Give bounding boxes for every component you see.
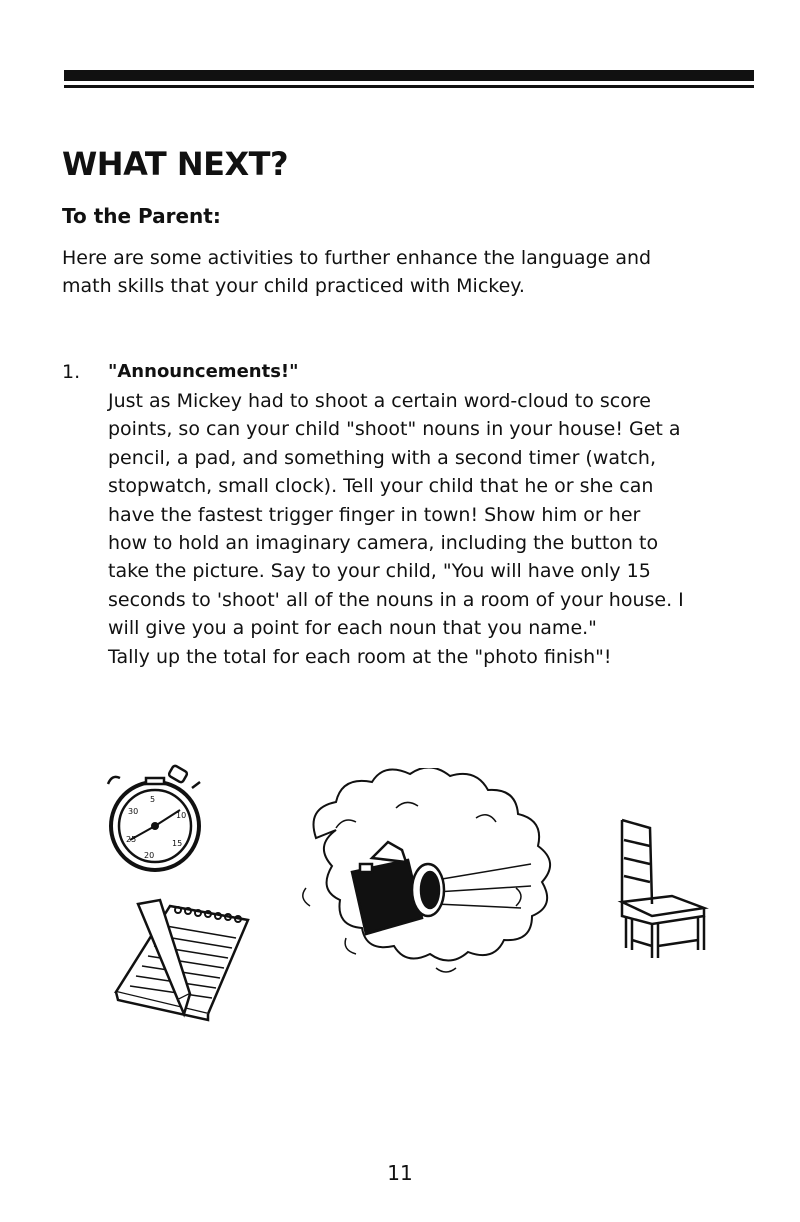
stopwatch-icon (100, 762, 210, 874)
section-subheading: To the Parent: (62, 204, 221, 228)
svg-text:5: 5 (150, 795, 156, 804)
top-rule-thick (64, 70, 754, 81)
top-rule-thin (64, 85, 754, 88)
svg-text:30: 30 (128, 807, 139, 816)
svg-text:25: 25 (126, 835, 137, 844)
svg-text:20: 20 (144, 851, 155, 860)
activity-title: "Announcements!" (108, 361, 299, 382)
svg-text:10: 10 (176, 811, 187, 820)
page-number: 11 (387, 1161, 413, 1185)
intro-paragraph: Here are some activities to further enhance the language and math skills that your child practiced with Mickey. (62, 247, 652, 297)
svg-text:15: 15 (172, 839, 183, 848)
notepad-with-pen-icon (108, 898, 258, 1022)
chair-icon (612, 812, 710, 962)
camera-in-cloud-icon (276, 768, 596, 1008)
page-heading: WHAT NEXT? (62, 145, 289, 183)
activity-body: Just as Mickey had to shoot a certain word-cloud to score points, so can your child "shoot" nouns in your house! Get a pencil, a pad, and something with a second timer (watch, stopwatch, small clock). Tell your child that he or she can have the fastest trigger finger in town! Show him or her how to hold an imaginary camera, including the button to take the picture. Say to your child, "You will have only 15 seconds to 'shoot' all of the nouns in a room of your house. I will give you a point for each noun that you name." Tally up the total for each room at the "photo finish"! (108, 390, 684, 668)
activity-number: 1. (62, 361, 81, 383)
